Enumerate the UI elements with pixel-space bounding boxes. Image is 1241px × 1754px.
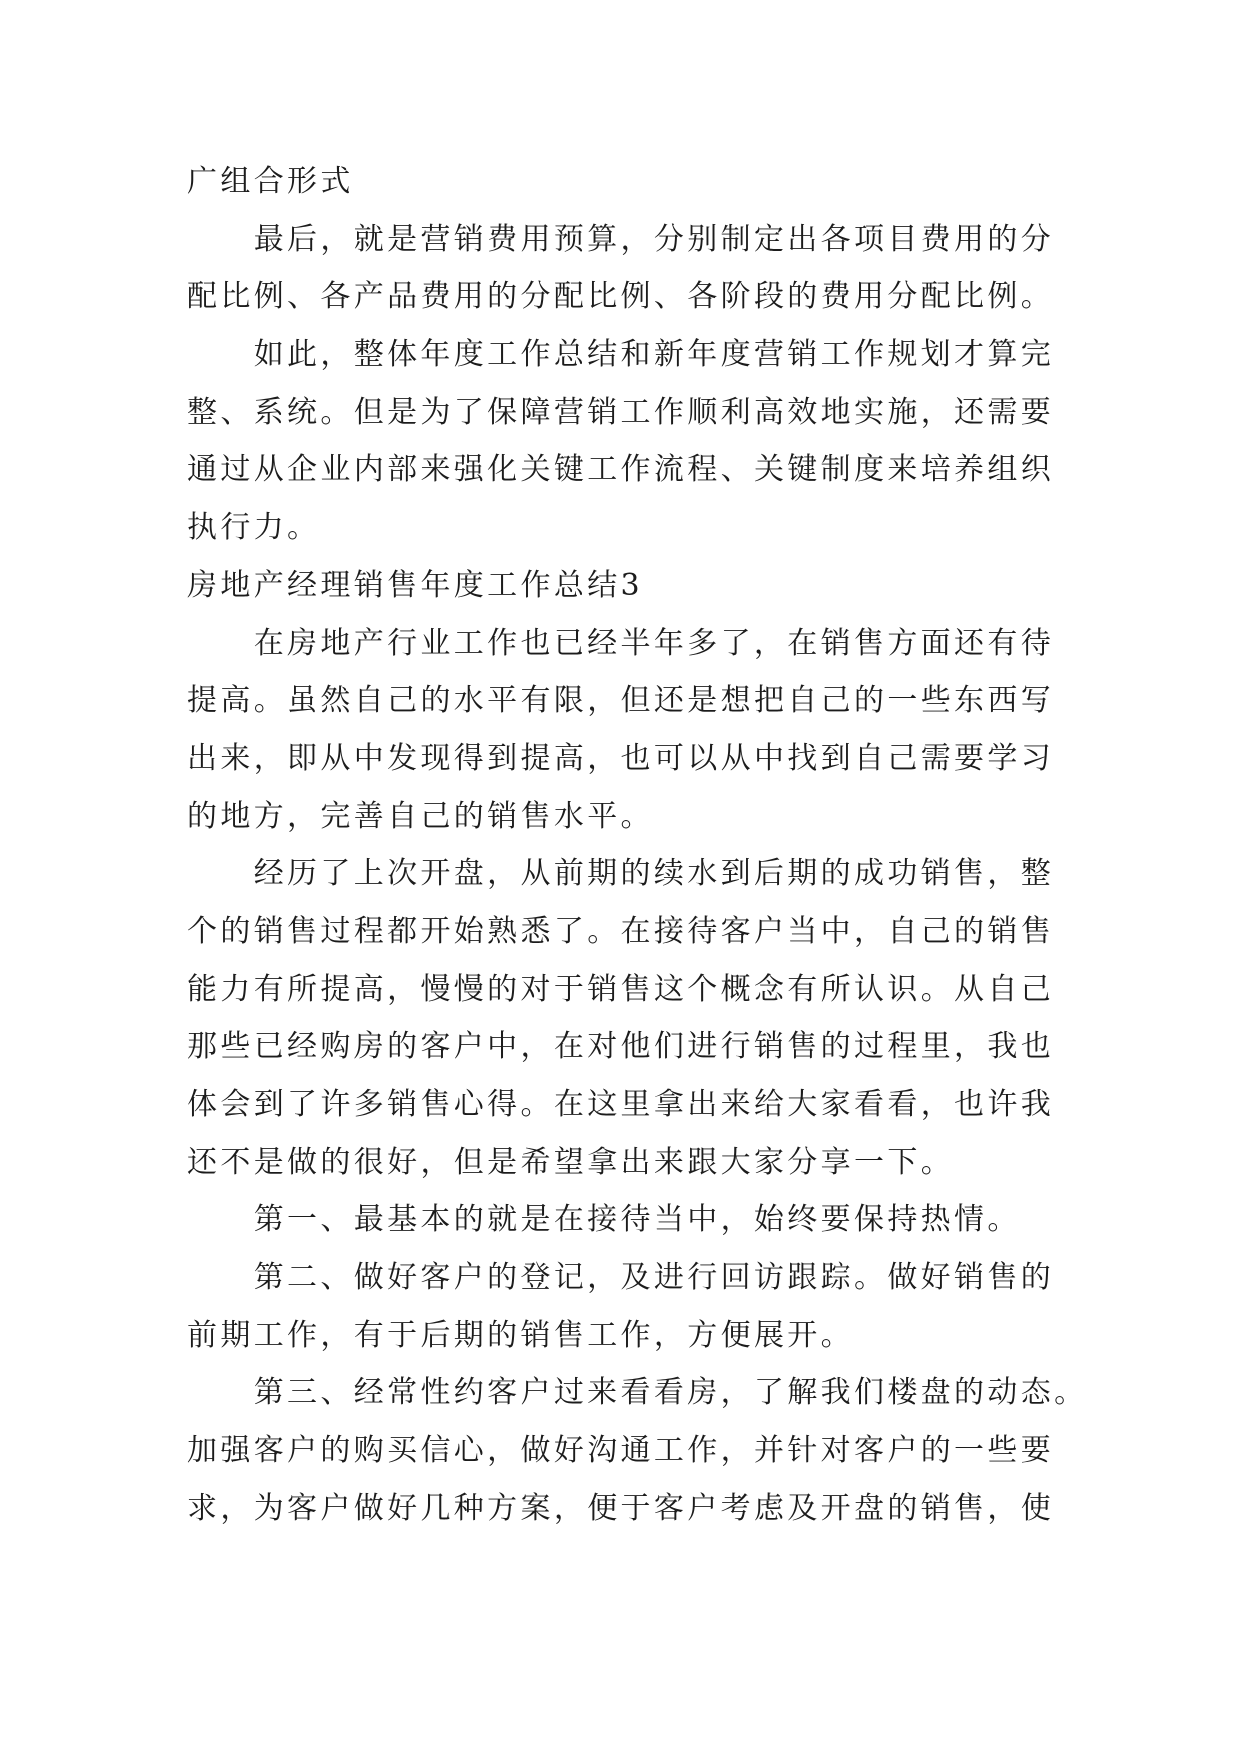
paragraph — [187, 615, 1107, 846]
text-line: 体会到了许多销售心得。在这里拿出来给大家看看，也许我 — [187, 1087, 1055, 1122]
text-line: 求，为客户做好几种方案，便于客户考虑及开盘的销售，使 — [187, 1490, 1055, 1526]
text-line: 执行力。 — [187, 510, 321, 546]
text-line: 通过从企业内部来强化关键工作流程、关键制度来培养组织 — [187, 452, 1055, 488]
section-heading-block — [187, 557, 1107, 615]
paragraph — [187, 1191, 1107, 1249]
paragraph — [187, 1249, 1107, 1364]
text-line: 如此，整体年度工作总结和新年度营销工作规划才算完 — [253, 337, 1055, 373]
text-line: 第一、最基本的就是在接待当中，始终要保持热情。 — [253, 1202, 1021, 1238]
text-line: 提高。虽然自己的水平有限，但还是想把自己的一些东西写 — [187, 683, 1055, 719]
text-line: 还不是做的很好，但是希望拿出来跟大家分享一下。 — [187, 1144, 955, 1180]
text-line: 第三、经常性约客户过来看看房，了解我们楼盘的动态。 — [253, 1375, 1088, 1411]
text-line: 整、系统。但是为了保障营销工作顺利高效地实施，还需要 — [187, 394, 1055, 430]
text-line: 在房地产行业工作也已经半年多了，在销售方面还有待 — [253, 625, 1055, 661]
text-line: 广组合形式 — [187, 164, 354, 199]
paragraph — [187, 1364, 1107, 1537]
text-line: 那些已经购房的客户中，在对他们进行销售的过程里，我也 — [187, 1029, 1055, 1065]
text-line: 配比例、各产品费用的分配比例、各阶段的费用分配比例。 — [187, 279, 1055, 315]
document-page — [187, 153, 1107, 1538]
text-line: 第二、做好客户的登记，及进行回访跟踪。做好销售的 — [253, 1260, 1055, 1296]
paragraph — [187, 326, 1107, 557]
paragraph — [187, 211, 1107, 326]
text-line: 前期工作，有于后期的销售工作，方便展开。 — [187, 1317, 854, 1353]
text-line: 能力有所提高，慢慢的对于销售这个概念有所认识。从自己 — [187, 971, 1055, 1007]
paragraph — [187, 153, 1107, 211]
paragraph — [187, 845, 1107, 1191]
text-line: 经历了上次开盘，从前期的续水到后期的成功销售，整 — [253, 856, 1055, 892]
text-line: 最后，就是营销费用预算，分别制定出各项目费用的分 — [253, 221, 1055, 257]
text-line: 个的销售过程都开始熟悉了。在接待客户当中，自己的销售 — [187, 913, 1055, 949]
text-line: 出来，即从中发现得到提高，也可以从中找到自己需要学习 — [187, 740, 1055, 776]
section-heading: 房地产经理销售年度工作总结3 — [187, 567, 643, 603]
text-line: 加强客户的购买信心，做好沟通工作，并针对客户的一些要 — [187, 1433, 1055, 1469]
text-line: 的地方，完善自己的销售水平。 — [187, 798, 654, 834]
